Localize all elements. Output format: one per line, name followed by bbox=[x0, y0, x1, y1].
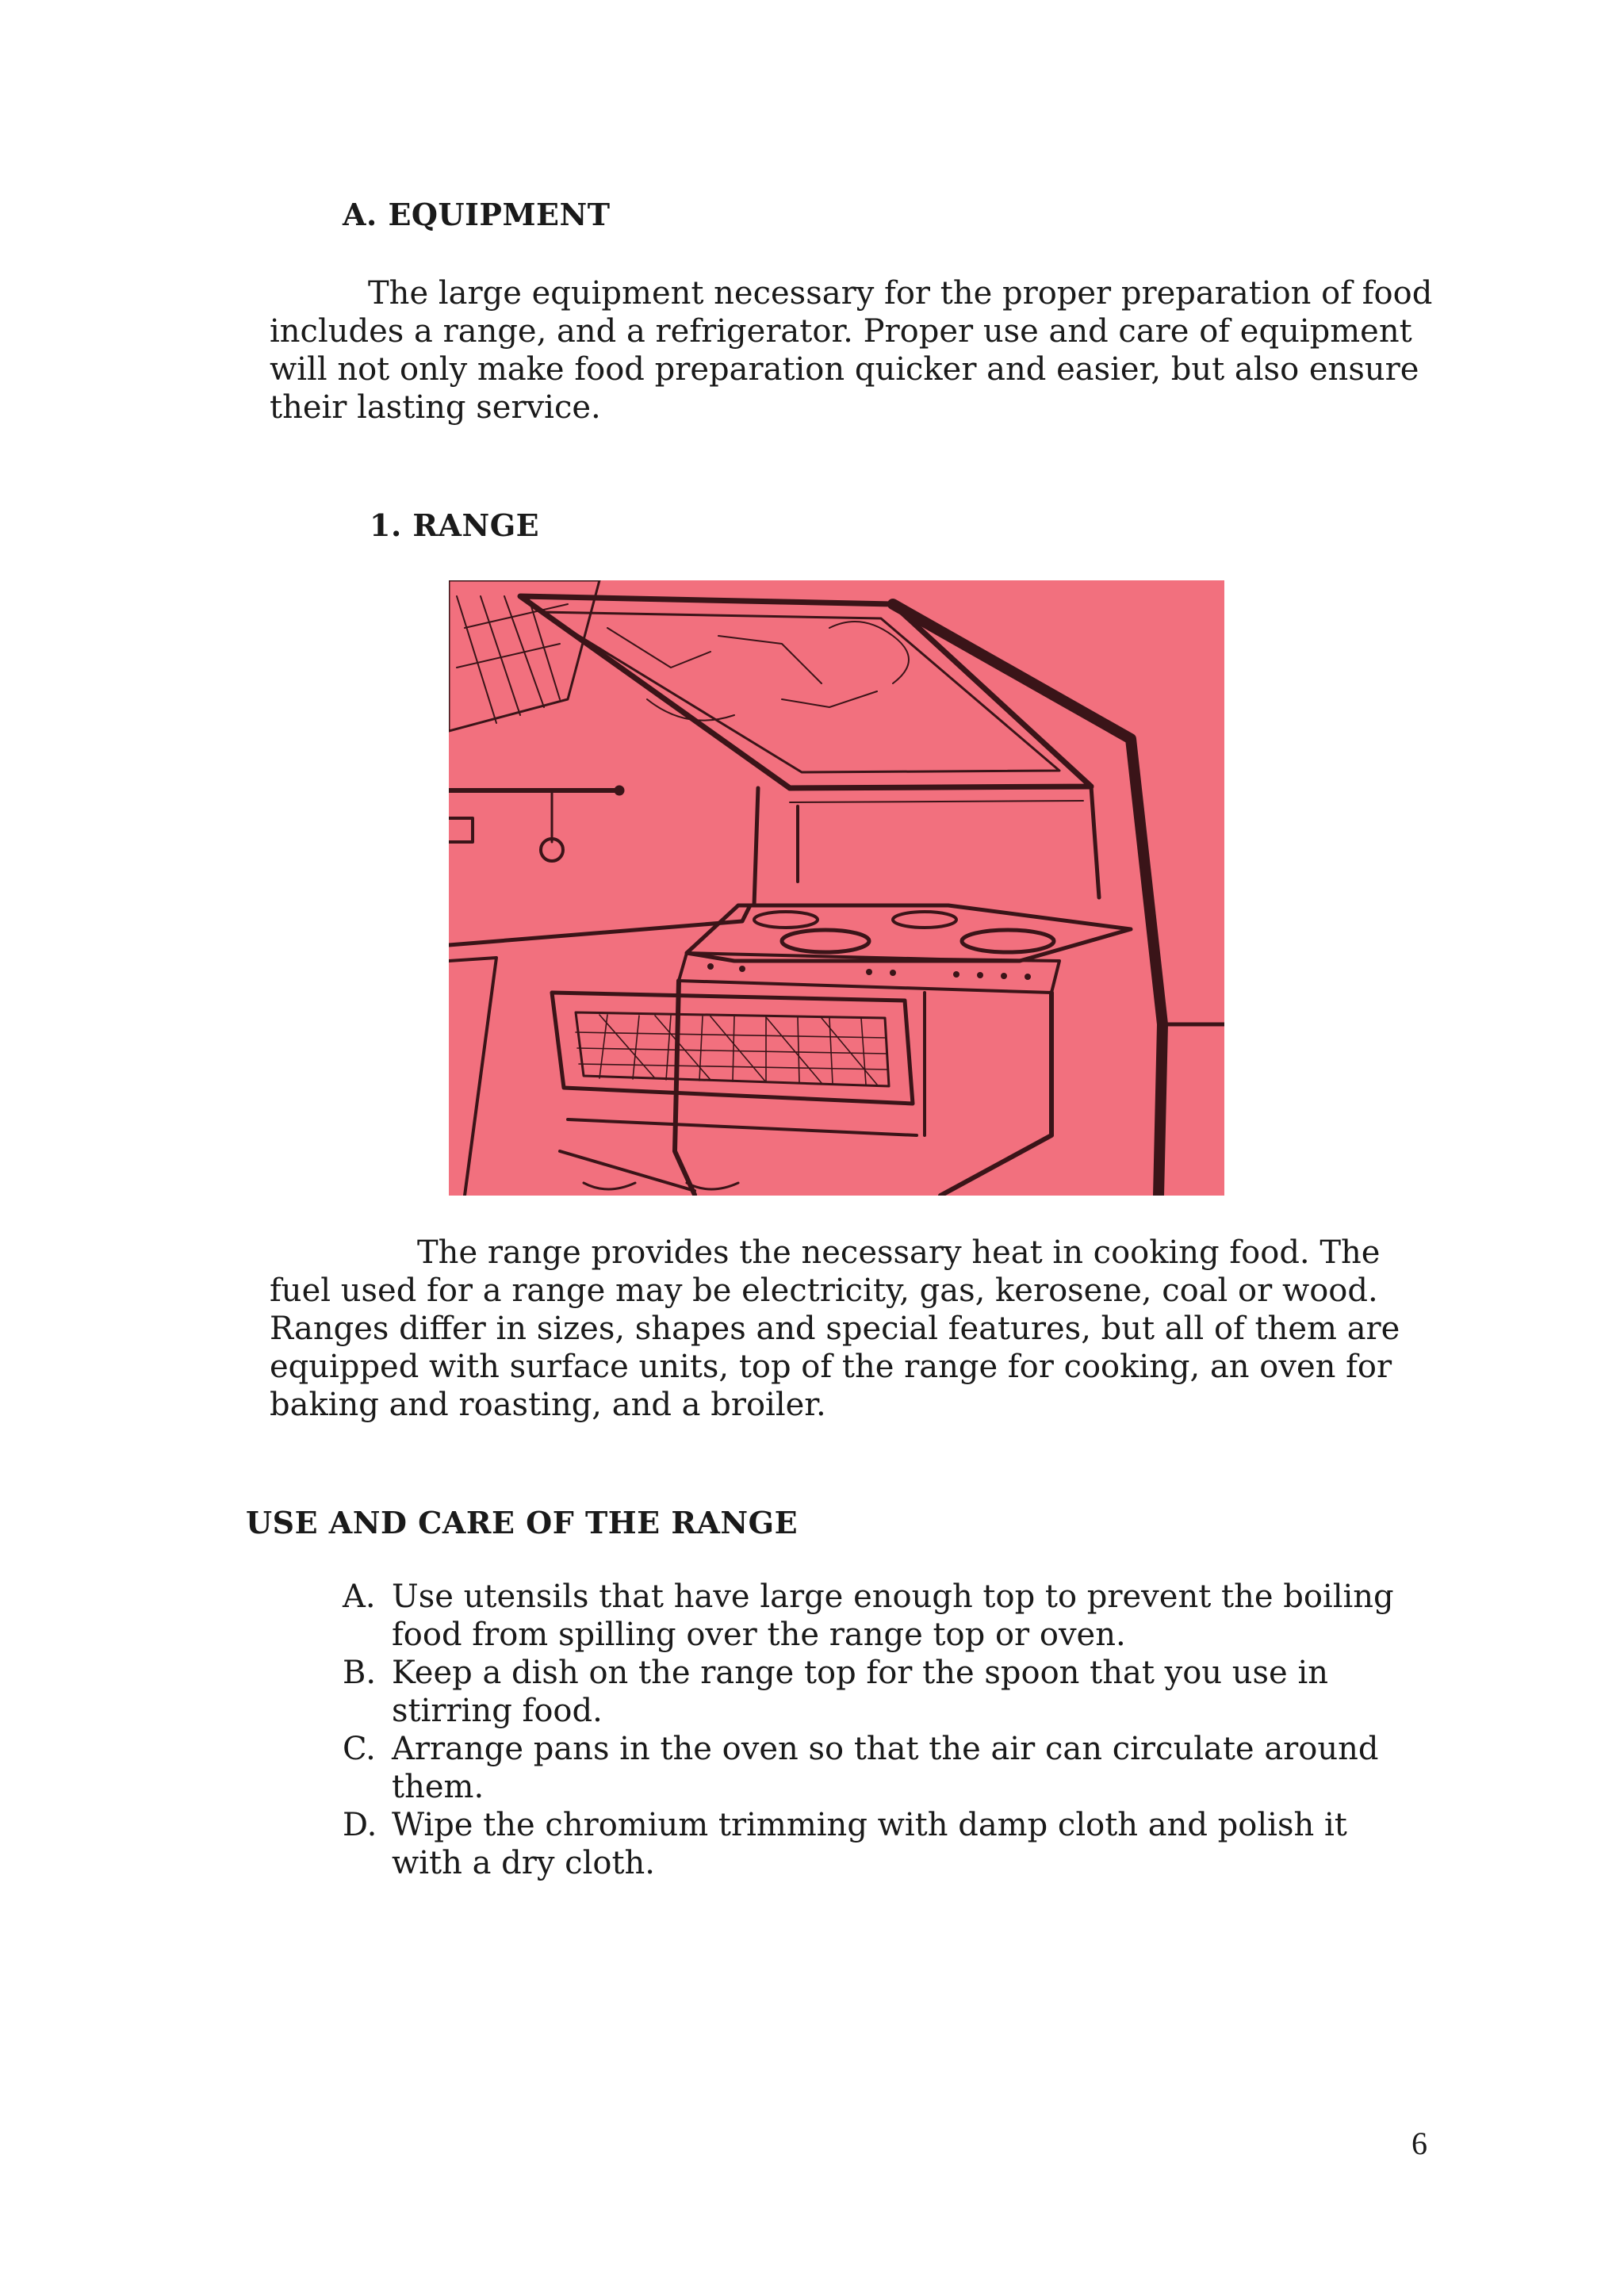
list-item bbox=[343, 1730, 1394, 1806]
list-item-marker: D. bbox=[343, 1807, 377, 1843]
list-item bbox=[343, 1578, 1394, 1654]
section-heading-equipment: A. EQUIPMENT bbox=[343, 197, 611, 232]
range-stove-illustration bbox=[449, 580, 1224, 1196]
care-list bbox=[343, 1578, 1394, 1882]
intro-paragraph bbox=[270, 274, 1432, 427]
range-description-line: equipped with surface units, top of the range for cooking, an oven for bbox=[270, 1349, 1392, 1385]
list-item-line: Wipe the chromium trimming with damp cloth and polish it bbox=[392, 1807, 1347, 1843]
intro-line: includes a range, and a refrigerator. Proper use and care of equipment bbox=[270, 313, 1412, 350]
intro-line: their lasting service. bbox=[270, 389, 601, 426]
list-item-line: Use utensils that have large enough top to prevent the boiling bbox=[392, 1578, 1394, 1615]
list-item-line: food from spilling over the range top or oven. bbox=[392, 1617, 1126, 1653]
list-item-marker: B. bbox=[343, 1655, 377, 1691]
range-description-line: baking and roasting, and a broiler. bbox=[270, 1387, 826, 1423]
care-heading: USE AND CARE OF THE RANGE bbox=[246, 1505, 799, 1540]
list-item-marker: A. bbox=[343, 1578, 376, 1615]
list-item bbox=[343, 1654, 1394, 1730]
range-description-line: Ranges differ in sizes, shapes and special features, but all of them are bbox=[270, 1311, 1400, 1347]
list-item-line: stirring food. bbox=[392, 1693, 603, 1729]
list-item-marker: C. bbox=[343, 1731, 376, 1767]
list-item-line: with a dry cloth. bbox=[392, 1845, 656, 1881]
list-item-line: Arrange pans in the oven so that the air can circulate around bbox=[392, 1731, 1379, 1767]
intro-line: The large equipment necessary for the proper preparation of food bbox=[368, 275, 1433, 312]
list-item-line: them. bbox=[392, 1769, 485, 1805]
range-description-paragraph bbox=[270, 1234, 1400, 1424]
range-description-line: fuel used for a range may be electricity, gas, kerosene, coal or wood. bbox=[270, 1272, 1378, 1309]
range-stove-icon bbox=[449, 580, 1224, 1196]
range-description-line: The range provides the necessary heat in cooking food. The bbox=[417, 1234, 1381, 1271]
list-item-line: Keep a dish on the range top for the spoon that you use in bbox=[392, 1655, 1328, 1691]
list-item bbox=[343, 1806, 1394, 1882]
intro-line: will not only make food preparation quicker and easier, but also ensure bbox=[270, 351, 1419, 388]
page-number: 6 bbox=[1411, 2126, 1427, 2161]
subsection-heading-range: 1. RANGE bbox=[370, 507, 540, 543]
